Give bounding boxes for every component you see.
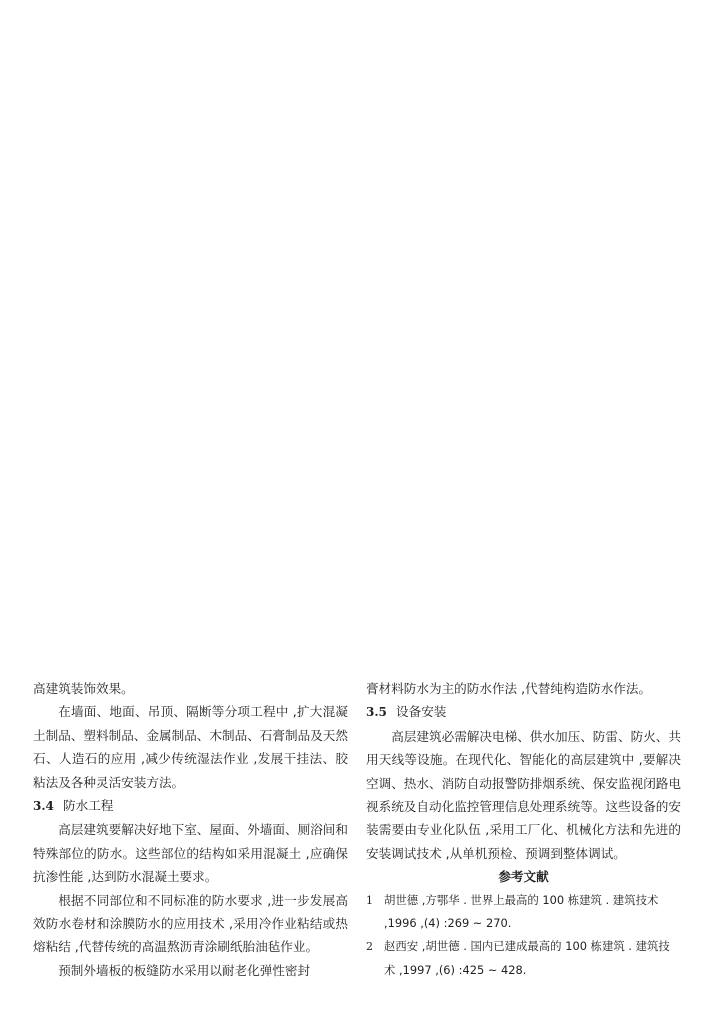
references-title: 参考文献 (498, 869, 549, 885)
reference-item (366, 935, 681, 982)
left-column (33, 677, 348, 982)
paragraph: 预制外墙板的板缝防水采用以耐老化弹性密封 (58, 962, 311, 978)
reference-text: 赵西安 ,胡世德 . 国内已建成最高的 100 栋建筑 . 建筑技术 ,1997 ,(6) :425 ~ 428. (384, 939, 670, 977)
paragraph: 在墙面、地面、吊顶、隔断等分项工程中 ,扩大混凝土制品、塑料制品、金属制品、木制品、石膏制品及天然石、人造石的应用 ,减少传统湿法作业 ,发展干挂法、胶粘法及各种灵活安装方法。 (33, 704, 348, 790)
right-column (366, 677, 681, 982)
paragraph: 膏材料防水为主的防水作法 ,代替纯构造防水作法。 (366, 681, 652, 696)
paragraph: 根据不同部位和不同标准的防水要求 ,进一步发展高效防水卷材和涂膜防水的应用技术 ,采用冷作业粘结或热熔粘结 ,代替传统的高温熬沥青涂刷纸胎油毡作业。 (33, 892, 348, 955)
paragraph: 高层建筑要解决好地下室、屋面、外墙面、厕浴间和特殊部位的防水。这些部位的结构如采用混凝土 ,应确保抗渗性能 ,达到防水混凝土要求。 (33, 822, 348, 885)
section-title: 防水工程 (63, 798, 114, 814)
reference-number: 2 (366, 940, 373, 954)
reference-text: 胡世德 ,方鄂华 . 世界上最高的 100 栋建筑 . 建筑技术 ,1996 ,(4) :269 ~ 270. (384, 892, 659, 931)
reference-number: 1 (366, 893, 373, 907)
section-number: 3.4 (33, 799, 54, 814)
reference-item (366, 889, 681, 936)
paragraph: 高层建筑必需解决电梯、供水加压、防雷、防火、共用天线等设施。在现代化、智能化的高层建筑中 ,要解决空调、热水、消防自动报警防排烟系统、保安监视闭路电视系统及自动化监控管理信息处理系统等。这些设备的安装需要由专业化队伍 ,采用工厂化、机械化方法和先进的安装调试技术 ,从单机预检、预调到整体调试。 (366, 728, 681, 861)
paragraph: 高建筑装饰效果。 (33, 681, 134, 696)
section-title: 设备安装 (396, 704, 447, 720)
section-heading-3-5 (366, 700, 681, 724)
section-number: 3.5 (366, 705, 387, 720)
section-heading-3-4 (33, 794, 348, 818)
